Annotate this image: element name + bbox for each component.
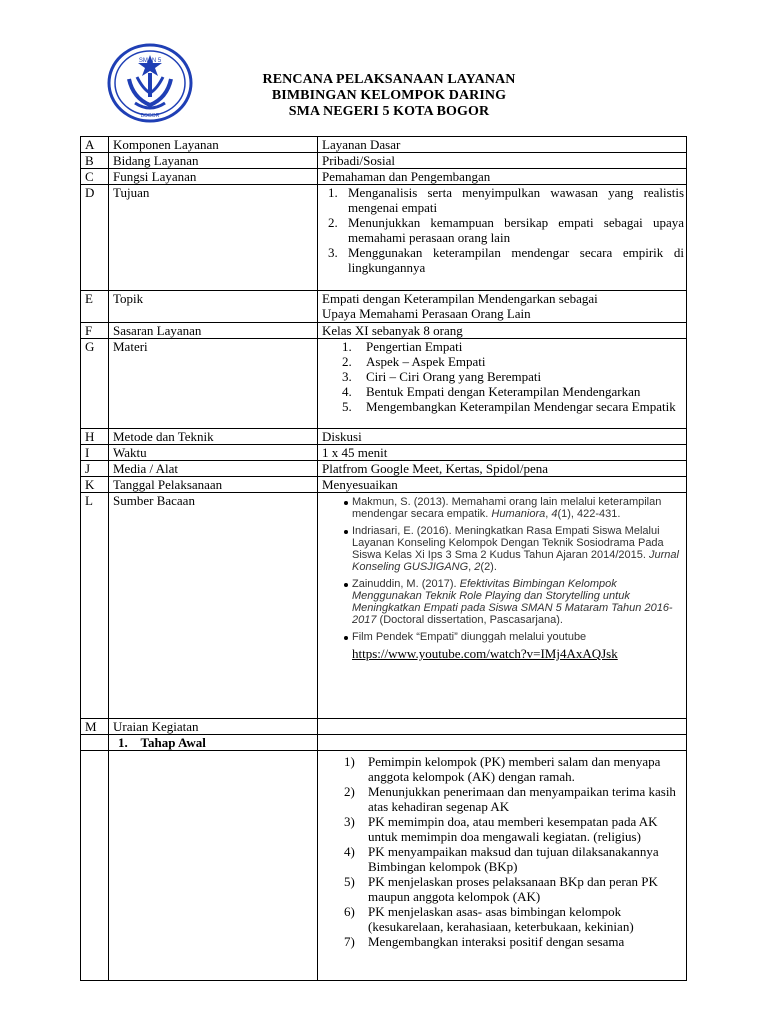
tahap-awal-heading: 1. Tahap Awal — [109, 735, 318, 751]
row-value — [318, 719, 687, 735]
film-text: Film Pendek “Empati” diunggah melalui youtube — [352, 631, 587, 643]
row-code: C — [81, 169, 109, 185]
header-line-1: RENCANA PELAKSANAAN LAYANAN — [262, 72, 516, 87]
header-line-2: BIMBINGAN KELOMPOK DARING — [271, 88, 507, 103]
reference-item — [322, 631, 686, 661]
header-line-3: SMA NEGERI 5 KOTA BOGOR — [288, 104, 490, 119]
bullet-icon — [344, 501, 348, 505]
bullet-icon — [344, 530, 348, 534]
list-item: 3. Menggunakan keterampilan mendengar secara empirik di lingkungannya — [328, 245, 684, 275]
list-item: 4. Bentuk Empati dengan Keterampilan Mendengarkan — [342, 384, 641, 399]
row-value: Layanan Dasar — [318, 137, 687, 153]
row-label: Waktu — [109, 445, 318, 461]
list-item: 7) Mengembangkan interaksi positif dengan sesama — [344, 934, 625, 949]
row-value: Kelas XI sebanyak 8 orang — [318, 323, 687, 339]
row-value — [318, 735, 687, 751]
document-header — [195, 72, 583, 120]
table-row — [81, 493, 687, 719]
row-code: G — [81, 339, 109, 429]
row-code: D — [81, 185, 109, 291]
materi-cell — [318, 339, 687, 429]
steps-cell — [318, 751, 687, 981]
list-item: 2. Aspek – Aspek Empati — [342, 354, 486, 369]
table-row — [81, 169, 687, 185]
row-value: Menyesuaikan — [318, 477, 687, 493]
table-row — [81, 429, 687, 445]
topik-line-1: Empati dengan Keterampilan Mendengarkan sebagai — [322, 291, 598, 306]
table-row — [81, 719, 687, 735]
logo-bottom-text: BOGOR — [140, 113, 160, 119]
row-code: B — [81, 153, 109, 169]
row-label: Tujuan — [109, 185, 318, 291]
row-label: Sasaran Layanan — [109, 323, 318, 339]
row-code: F — [81, 323, 109, 339]
row-label: Uraian Kegiatan — [109, 719, 318, 735]
table-row — [81, 477, 687, 493]
table-row — [81, 323, 687, 339]
list-item: 5) PK menjelaskan proses pelaksanaan BKp dan peran PK maupun anggota kelompok (AK) — [344, 874, 658, 904]
row-label: Materi — [109, 339, 318, 429]
row-label: Bidang Layanan — [109, 153, 318, 169]
bullet-icon — [344, 583, 348, 587]
row-value: 1 x 45 menit — [318, 445, 687, 461]
row-value — [318, 291, 687, 323]
logo-top-text: SMAN 5 — [138, 58, 162, 64]
tujuan-list — [322, 185, 686, 275]
list-item: 1) Pemimpin kelompok (PK) memberi salam dan menyapa anggota kelompok (AK) dengan ramah. — [344, 754, 661, 784]
row-value: Pribadi/Sosial — [318, 153, 687, 169]
row-label — [109, 751, 318, 981]
row-label: Topik — [109, 291, 318, 323]
reference-item: Makmun, S. (2013). Memahami orang lain melalui keterampilan mendengar secara empatik. Humaniora, 4(1), 422-431. — [322, 496, 686, 520]
table-row — [81, 339, 687, 429]
row-label: Tanggal Pelaksanaan — [109, 477, 318, 493]
row-code — [81, 751, 109, 981]
bullet-icon — [344, 636, 348, 640]
list-item: 1. Pengertian Empati — [342, 339, 463, 354]
row-value: Platfrom Google Meet, Kertas, Spidol/pena — [318, 461, 687, 477]
tujuan-cell — [318, 185, 687, 291]
table-row — [81, 735, 687, 751]
row-code: H — [81, 429, 109, 445]
reference-list — [322, 496, 686, 661]
row-code: L — [81, 493, 109, 719]
school-logo — [107, 43, 193, 123]
table-row — [81, 291, 687, 323]
row-code: I — [81, 445, 109, 461]
list-item: 2) Menunjukkan penerimaan dan menyampaikan terima kasih atas kehadiran segenap AK — [344, 784, 676, 814]
row-label: Komponen Layanan — [109, 137, 318, 153]
row-value: Pemahaman dan Pengembangan — [318, 169, 687, 185]
table-row — [81, 137, 687, 153]
reference-item: Zainuddin, M. (2017). Efektivitas Bimbingan Kelompok Menggunakan Teknik Role Playing dan Storytelling untuk Meningkatkan Empati pada Siswa SMAN 5 Mataram Tahun 2016-2017 (Doctoral dissertation, Pascasarjana). — [322, 578, 686, 626]
table-row — [81, 751, 687, 981]
list-item: 2. Menunjukkan kemampuan bersikap empati sebagai upaya memahami perasaan orang lain — [328, 215, 684, 245]
table-row — [81, 445, 687, 461]
row-code — [81, 735, 109, 751]
row-label: Metode dan Teknik — [109, 429, 318, 445]
list-item: 1. Menganalisis serta menyimpulkan wawasan yang realistis mengenai empati — [328, 185, 684, 215]
rpl-table — [80, 136, 687, 981]
list-item: 3. Ciri – Ciri Orang yang Berempati — [342, 369, 542, 384]
list-item: 4) PK menyampaikan maksud dan tujuan dilaksanakannya Bimbingan kelompok (BKp) — [344, 844, 659, 874]
steps-list — [322, 754, 686, 949]
row-code: E — [81, 291, 109, 323]
sumber-bacaan-cell — [318, 493, 687, 719]
topik-line-2: Upaya Memahami Perasaan Orang Lain — [322, 306, 531, 321]
list-item: 6) PK menjelaskan asas- asas bimbingan kelompok (kesukarelaan, kerahasiaan, keterbukaan, kekinian) — [344, 904, 634, 934]
table-row — [81, 461, 687, 477]
row-code: M — [81, 719, 109, 735]
table-row — [81, 153, 687, 169]
row-code: J — [81, 461, 109, 477]
row-code: A — [81, 137, 109, 153]
row-label: Sumber Bacaan — [109, 493, 318, 719]
row-label: Media / Alat — [109, 461, 318, 477]
row-code: K — [81, 477, 109, 493]
row-label: Fungsi Layanan — [109, 169, 318, 185]
reference-item: Indriasari, E. (2016). Meningkatkan Rasa Empati Siswa Melalui Layanan Konseling Kelompok Dengan Teknik Sosiodrama Pada Siswa Kelas Xi Ips 3 Sma 2 Kudus Tahun Ajaran 2014/2015. Jurnal Konseling GUSJIGANG, 2(2). — [322, 525, 686, 573]
row-value: Diskusi — [318, 429, 687, 445]
table-row — [81, 185, 687, 291]
list-item: 3) PK memimpin doa, atau memberi kesempatan pada AK untuk memimpin doa mengawali kegiatan. (religius) — [344, 814, 658, 844]
materi-list — [322, 339, 686, 414]
list-item: 5. Mengembangkan Keterampilan Mendengar secara Empatik — [342, 399, 676, 414]
youtube-link[interactable]: https://www.youtube.com/watch?v=IMj4AxAQJsk — [352, 646, 618, 661]
